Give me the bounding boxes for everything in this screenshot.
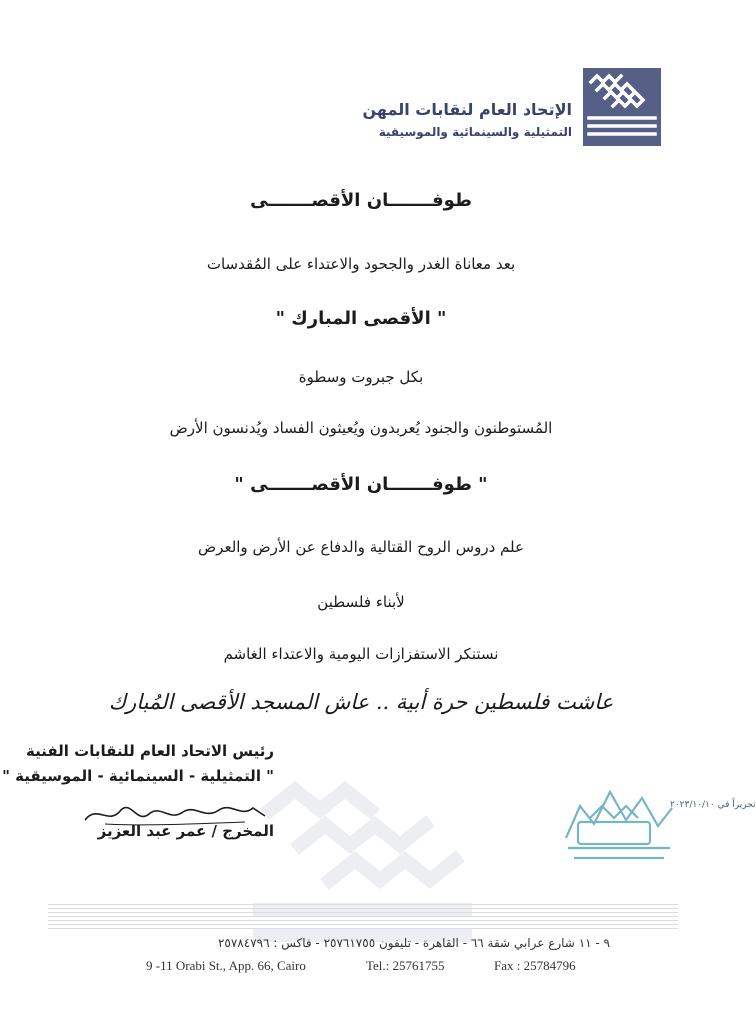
logo-pattern-icon bbox=[583, 68, 661, 146]
signatory-title-1: رئيس الاتحاد العام للنقابات الفنية bbox=[26, 742, 274, 760]
date-label: تحريراً في ٢٠٢٣/١٠/١٠ bbox=[670, 800, 756, 810]
org-logo bbox=[583, 68, 661, 146]
body-line-aqsa: " الأقصى المبارك " bbox=[275, 308, 447, 329]
body-line-1: بعد معاناة الغدر والجحود والاعتداء على المُقدسات bbox=[206, 255, 516, 273]
body-line-toofan-quoted: " طوفـــــــان الأقصـــــــى " bbox=[234, 474, 488, 495]
footer-telephone: Tel.: 25761755 bbox=[366, 958, 445, 973]
signatory-name: المخرج / عمر عبد العزيز bbox=[97, 822, 274, 840]
org-name: الإتحاد العام لنقابات المهن bbox=[362, 100, 572, 119]
heading-toofan: طوفـــــــان الأقصـــــــى bbox=[250, 190, 472, 211]
body-line-5: لأبناء فلسطين bbox=[317, 593, 405, 611]
closing-slogan: عاشت فلسطين حرة أبية .. عاش المسجد الأقصى المُبارك bbox=[108, 690, 614, 714]
footer-fax: Fax : 25784796 bbox=[494, 958, 576, 973]
official-stamp-icon bbox=[560, 778, 678, 870]
body-line-2: بكل جبروت وسطوة bbox=[298, 368, 424, 386]
body-line-3: المُستوطنون والجنود يُعربدون ويُعيثون الفساد ويُدنسون الأرض bbox=[169, 419, 553, 437]
footer-address-english: 9 -11 Orabi St., App. 66, Cairo bbox=[146, 958, 306, 973]
footer-band bbox=[48, 903, 678, 929]
body-line-4: علم دروس الروح القتالية والدفاع عن الأرض والعرض bbox=[198, 538, 524, 556]
body-line-6: نستنكر الاستفزازات اليومية والاعتداء الغاشم bbox=[223, 645, 499, 663]
signatory-title-2: " التمثيلية - السينمائية - الموسيقية " bbox=[2, 767, 274, 785]
org-subtitle: التمثيلية والسينمائية والموسيقية bbox=[378, 125, 572, 139]
footer-address-arabic: ٩ - ١١ شارع عرابي شقة ٦٦ - القاهرة - تليفون ٢٥٧٦١٧٥٥ - فاكس : ٢٥٧٨٤٧٩٦ bbox=[217, 936, 610, 950]
